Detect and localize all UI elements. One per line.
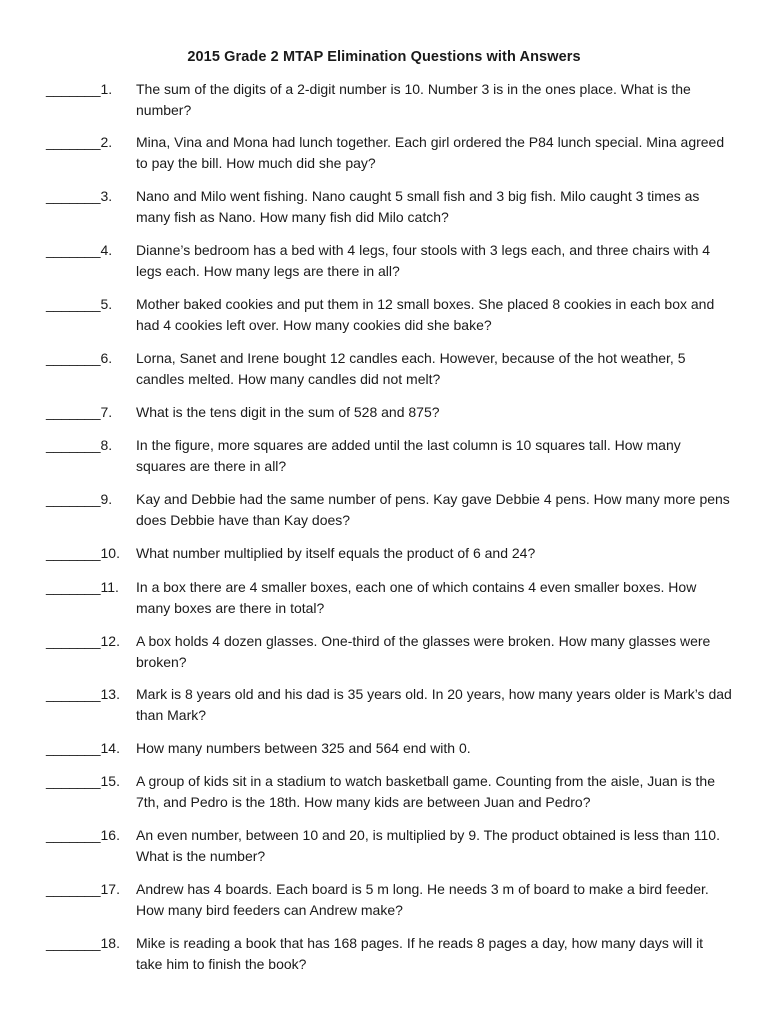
question-text: How many numbers between 325 and 564 end with 0. xyxy=(136,740,471,756)
question-text: What is the tens digit in the sum of 528 and 875? xyxy=(136,404,440,420)
answer-blank-number: _______12. xyxy=(46,633,120,649)
question-text: Kay and Debbie had the same number of pens. Kay gave Debbie 4 pens. How many more pens does Debbie have than Kay does? xyxy=(136,491,730,528)
question-text: What number multiplied by itself equals the product of 6 and 24? xyxy=(136,545,536,561)
question-text: Dianne’s bedroom has a bed with 4 legs, four stools with 3 legs each, and three chairs with 4 legs each. How many legs are there in all? xyxy=(136,242,711,279)
answer-blank-number: _______18. xyxy=(46,935,120,951)
question-text: An even number, between 10 and 20, is multiplied by 9. The product obtained is less than 110. What is the number? xyxy=(136,827,720,864)
answer-blank-number: _______9. xyxy=(46,491,113,507)
question-text: The sum of the digits of a 2-digit number is 10. Number 3 is in the ones place. What is the number? xyxy=(136,81,691,118)
question-text: In the figure, more squares are added until the last column is 10 squares tall. How many squares are there in all? xyxy=(136,437,681,474)
answer-blank-number: _______17. xyxy=(46,881,120,897)
answer-blank-number: _______1. xyxy=(46,81,113,97)
answer-blank-number: _______5. xyxy=(46,296,113,312)
question-text: Mike is reading a book that has 168 pages. If he reads 8 pages a day, how many days will it take him to finish the book? xyxy=(136,935,704,972)
answer-blank-number: _______6. xyxy=(46,350,113,366)
answer-blank-number: _______14. xyxy=(46,740,120,756)
question-text: Andrew has 4 boards. Each board is 5 m long. He needs 3 m of board to make a bird feeder. How many bird feeders can Andrew make? xyxy=(136,881,709,918)
answer-blank-number: _______13. xyxy=(46,686,120,702)
answer-blank-number: _______11. xyxy=(46,579,119,595)
question-text: A group of kids sit in a stadium to watch basketball game. Counting from the aisle, Juan is the 7th, and Pedro is the 18th. How many kids are between Juan and Pedro? xyxy=(136,773,715,810)
question-text: Nano and Milo went fishing. Nano caught 5 small fish and 3 big fish. Milo caught 3 times as many fish as Nano. How many fish did Milo catch? xyxy=(136,188,700,225)
answer-blank-number: _______4. xyxy=(46,242,113,258)
question-text: Lorna, Sanet and Irene bought 12 candles each. However, because of the hot weather, 5 candles melted. How many candles did not melt? xyxy=(136,350,686,387)
question-text: In a box there are 4 smaller boxes, each one of which contains 4 even smaller boxes. How many boxes are there in total? xyxy=(136,579,697,616)
question-text: Mina, Vina and Mona had lunch together. Each girl ordered the P84 lunch special. Mina agreed to pay the bill. How much did she pay? xyxy=(136,134,725,171)
answer-blank-number: _______15. xyxy=(46,773,120,789)
answer-blank-number: _______10. xyxy=(46,545,120,561)
answer-blank-number: _______16. xyxy=(46,827,120,843)
answer-blank-number: _______7. xyxy=(46,404,113,420)
answer-blank-number: _______2. xyxy=(46,134,113,150)
question-text: Mother baked cookies and put them in 12 small boxes. She placed 8 cookies in each box and had 4 cookies left over. How many cookies did she bake? xyxy=(136,296,715,333)
answer-blank-number: _______8. xyxy=(46,437,113,453)
question-text: A box holds 4 dozen glasses. One-third of the glasses were broken. How many glasses were broken? xyxy=(136,633,711,670)
page-title: 2015 Grade 2 MTAP Elimination Questions with Answers xyxy=(187,49,581,65)
answer-blank-number: _______3. xyxy=(46,188,113,204)
question-text: Mark is 8 years old and his dad is 35 years old. In 20 years, how many years older is Mark’s dad than Mark? xyxy=(136,686,732,723)
